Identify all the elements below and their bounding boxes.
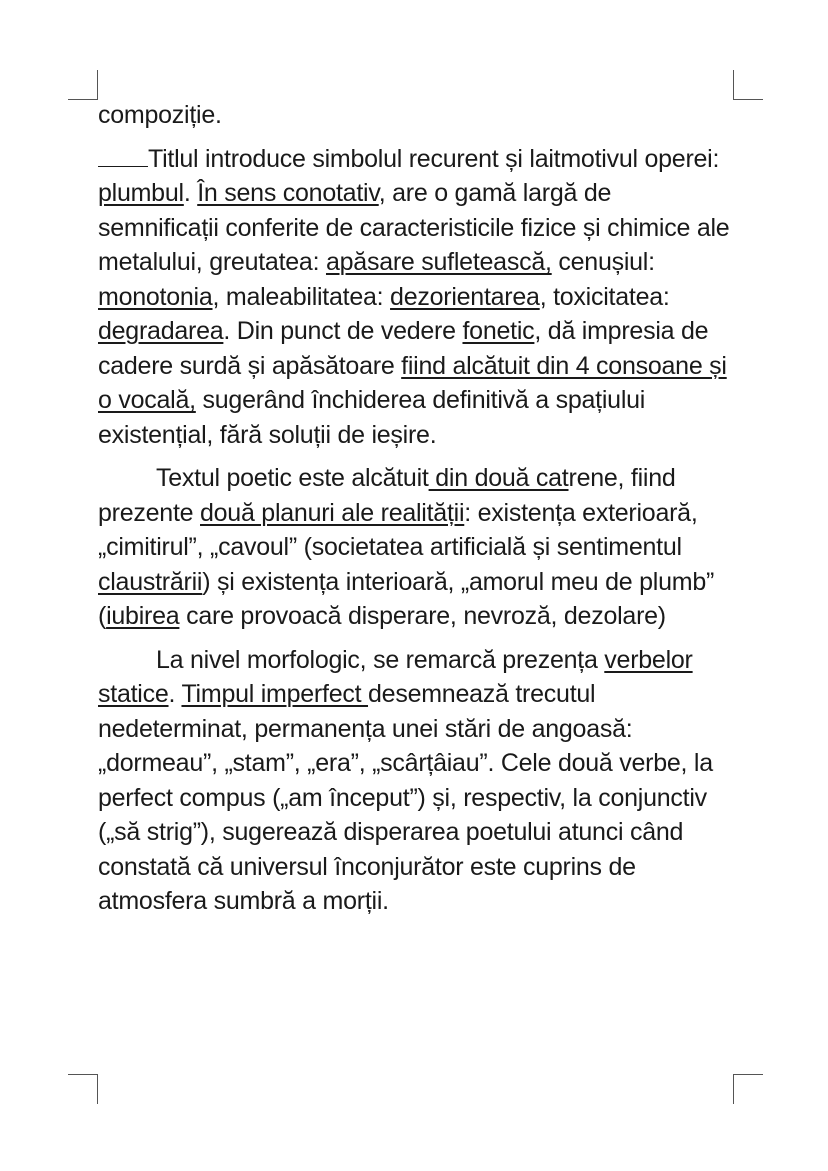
text-run: desemnează trecutul nedeterminat, permanența unei stări de angoasă: „dormeau”, „stam”, „era”, „scârțâiau”. Cele două verbe, la perfect compus („am început”) și, respectiv, la conjunctiv („să strig”), sugerează disperarea poetului atunci când constată că universul înconjurător este cuprins de atmosfera sumbră a morții. xyxy=(98,680,713,915)
text-run: , maleabilitatea: xyxy=(212,282,391,311)
text-run: ) și existența interioară, „amorul meu de plumb” ( xyxy=(98,567,715,630)
underlined-text: monotonia xyxy=(98,282,213,311)
text-run: compoziție. xyxy=(98,101,222,129)
crop-mark-top-right xyxy=(733,70,763,100)
underlined-text: plumbul xyxy=(98,179,184,207)
text-run: care provoacă disperare, nevroză, dezolare) xyxy=(179,602,666,630)
fill-in-blank xyxy=(98,144,148,167)
text-run: , toxicitatea: xyxy=(539,282,670,311)
crop-mark-bottom-right xyxy=(733,1074,763,1104)
crop-mark-top-left xyxy=(68,70,98,100)
text-run: rene, fiind prezente xyxy=(98,464,676,527)
underlined-text: Timpul imperfect xyxy=(181,680,369,708)
paragraph-0 xyxy=(98,98,738,133)
text-run: cenușiul: xyxy=(551,248,655,276)
paragraph-1 xyxy=(98,142,738,453)
underlined-text: claustrării xyxy=(98,567,203,596)
document-body xyxy=(98,98,738,919)
underlined-text: iubirea xyxy=(106,602,180,630)
underlined-text: fonetic xyxy=(462,317,535,345)
text-run: . xyxy=(168,680,182,708)
text-run: La nivel morfologic, se remarcă prezența xyxy=(156,645,605,674)
underlined-text: verbelor statice xyxy=(98,645,693,708)
underlined-text: fiind alcătuit din 4 consoane și o vocală, xyxy=(98,351,727,414)
text-run: , are o gamă largă de semnificații conferite de caracteristicile fizice și chimice ale metalului, greutatea: xyxy=(98,179,730,276)
underlined-text: În sens conotativ xyxy=(197,179,379,207)
crop-mark-bottom-left xyxy=(68,1074,98,1104)
underlined-text: din două cat xyxy=(428,464,569,492)
text-run: Textul poetic este alcătuit xyxy=(156,464,429,492)
underlined-text: degradarea xyxy=(98,317,224,345)
underlined-text: două planuri ale realității xyxy=(200,498,465,527)
text-run: Titlul introduce simbolul recurent și laitmotivul operei: xyxy=(148,144,720,173)
text-run: sugerând închiderea definitivă a spațiului existențial, fără soluții de ieșire. xyxy=(98,386,646,449)
text-run: . xyxy=(183,179,198,207)
text-run: , dă impresia de cadere surdă și apăsătoare xyxy=(98,317,709,380)
text-run: . Din punct de vedere xyxy=(223,317,463,345)
underlined-text: dezorientarea xyxy=(390,282,540,311)
text-run: : existența exterioară, „cimitirul”, „cavoul” (societatea artificială și sentimentul xyxy=(98,498,698,561)
paragraph-3 xyxy=(98,643,738,919)
underlined-text: apăsare sufletească, xyxy=(325,248,552,276)
paragraph-2 xyxy=(98,461,738,634)
